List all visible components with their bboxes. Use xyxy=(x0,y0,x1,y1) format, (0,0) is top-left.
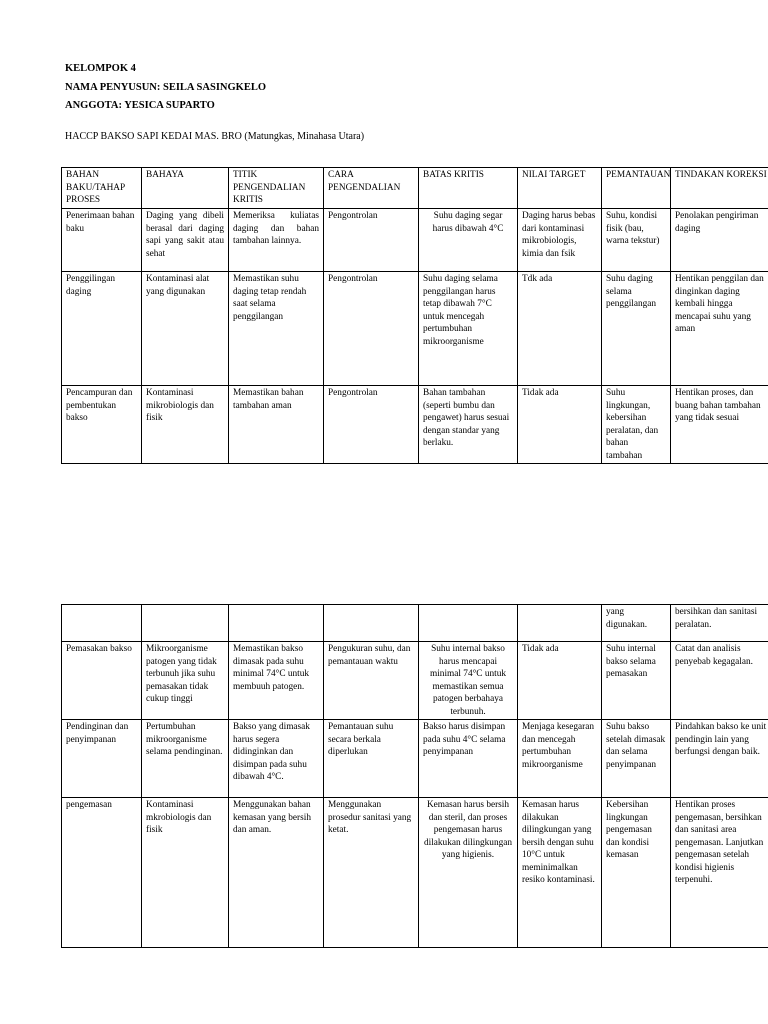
cell: Pendinginan dan penyimpanan xyxy=(62,720,142,798)
document-title: HACCP BAKSO SAPI KEDAI MAS. BRO (Matungkas, Minahasa Utara) xyxy=(65,131,365,142)
cell: Suhu, kondisi fisik (bau, warna tekstur) xyxy=(602,209,671,272)
haccp-table-page-1 xyxy=(61,167,768,464)
haccp-table-page-2 xyxy=(61,604,768,948)
table-row xyxy=(62,386,768,464)
cell: Suhu daging selama penggilangan harus tetap dibawah 7°C untuk mencegah pertumbuhan mikroorganisme xyxy=(419,272,518,386)
cell: Pemantauan suhu secara berkala diperlukan xyxy=(324,720,419,798)
cell: Tdk ada xyxy=(518,272,602,386)
cell: Bahan tambahan (seperti bumbu dan pengawet) harus sesuai dengan standar yang berlaku. xyxy=(419,386,518,464)
cell: Suhu internal bakso harus mencapai minimal 74°C untuk memastikan semua patogen berbahaya terbunuh. xyxy=(419,642,518,720)
table-row xyxy=(62,209,768,272)
cell: Kontaminasi mkrobiologis dan fisik xyxy=(142,798,229,948)
cell: Memastikan bahan tambahan aman xyxy=(229,386,324,464)
cell xyxy=(62,605,142,642)
cell: Memeriksa kuliatas daging dan bahan tambahan lainnya. xyxy=(229,209,324,272)
cell: Memastikan bakso dimasak pada suhu minimal 74°C untuk membuuh patogen. xyxy=(229,642,324,720)
cell: Suhu internal bakso selama pemasakan xyxy=(602,642,671,720)
cell: Tidak ada xyxy=(518,642,602,720)
cell: Hentikan proses, dan buang bahan tambahan yang tidak sesuai xyxy=(671,386,768,464)
cell: Penolakan pengiriman daging xyxy=(671,209,768,272)
cell: Daging yang dibeli berasal dari daging sapi yang sakit atau sehat xyxy=(142,209,229,272)
cell xyxy=(518,605,602,642)
cell: Bakso yang dimasak harus segera didinginkan dan disimpan pada suhu dibawah 4°C. xyxy=(229,720,324,798)
cell: Suhu daging segar harus dibawah 4°C xyxy=(419,209,518,272)
table-header-row xyxy=(62,168,768,209)
cell: Pemasakan bakso xyxy=(62,642,142,720)
cell: Tidak ada xyxy=(518,386,602,464)
cell: Penerimaan bahan baku xyxy=(62,209,142,272)
cell: Pindahkan bakso ke unit pendingin lain yang berfungsi dengan baik. xyxy=(671,720,768,798)
cell xyxy=(419,605,518,642)
table-row xyxy=(62,720,768,798)
header-batas-kritis: BATAS KRITIS xyxy=(419,168,518,209)
cell: Menjaga kesegaran dan mencegah pertumbuhan mikroorganisme xyxy=(518,720,602,798)
header-cara-pengendalian: CARA PENGENDALIAN xyxy=(324,168,419,209)
cell: Penggilingan daging xyxy=(62,272,142,386)
cell: Pengontrolan xyxy=(324,386,419,464)
member-name: ANGGOTA: YESICA SUPARTO xyxy=(65,100,215,111)
cell: Kemasan harus bersih dan steril, dan proses pengemasan harus dilakukan dilingkungan yang higienis. xyxy=(419,798,518,948)
cell: Pencampuran dan pembentukan bakso xyxy=(62,386,142,464)
cell: Bakso harus disimpan pada suhu 4°C selama penyimpanan xyxy=(419,720,518,798)
cell: Kontaminasi mikrobiologis dan fisik xyxy=(142,386,229,464)
cell: Pengontrolan xyxy=(324,209,419,272)
group-label: KELOMPOK 4 xyxy=(65,63,136,74)
cell: pengemasan xyxy=(62,798,142,948)
cell: Menggunakan bahan kemasan yang bersih dan aman. xyxy=(229,798,324,948)
author-name: NAMA PENYUSUN: SEILA SASINGKELO xyxy=(65,82,266,93)
cell: Memastikan suhu daging tetap rendah saat selama penggilangan xyxy=(229,272,324,386)
table-row xyxy=(62,798,768,948)
table-row xyxy=(62,272,768,386)
table-row xyxy=(62,642,768,720)
header-bahaya: BAHAYA xyxy=(142,168,229,209)
cell xyxy=(324,605,419,642)
cell: Kemasan harus dilakukan dilingkungan yang bersih dengan suhu 10°C untuk meminimalkan resiko kontaminasi. xyxy=(518,798,602,948)
table-row-continuation xyxy=(62,605,768,642)
cell: Daging harus bebas dari kontaminasi mikrobiologis, kimia dan fsik xyxy=(518,209,602,272)
cell: Kontaminasi alat yang digunakan xyxy=(142,272,229,386)
cell: Suhu bakso setelah dimasak dan selama penyimpanan xyxy=(602,720,671,798)
cell: Suhu lingkungan, kebersihan peralatan, dan bahan tambahan xyxy=(602,386,671,464)
cell: Hentikan penggilan dan dinginkan daging kembali hingga mencapai suhu yang aman xyxy=(671,272,768,386)
header-nilai-target: NILAI TARGET xyxy=(518,168,602,209)
header-titik-pengendalian-kritis: TITIK PENGENDALIAN KRITIS xyxy=(229,168,324,209)
cell: Pengontrolan xyxy=(324,272,419,386)
cell: Catat dan analisis penyebab kegagalan. xyxy=(671,642,768,720)
header-tindakan-koreksi: TINDAKAN KOREKSI xyxy=(671,168,768,209)
cell xyxy=(229,605,324,642)
cell: Hentikan proses pengemasan, bersihkan dan sanitasi area pengemasan. Lanjutkan pengemasan setelah kondisi higienis terpenuhi. xyxy=(671,798,768,948)
cell: Suhu daging selama penggilangan xyxy=(602,272,671,386)
cell: Mikroorganisme patogen yang tidak terbunuh jika suhu pemasakan tidak cukup tinggi xyxy=(142,642,229,720)
cell: Menggunakan prosedur sanitasi yang ketat. xyxy=(324,798,419,948)
header-bahan-baku: BAHAN BAKU/TAHAP PROSES xyxy=(62,168,142,209)
cell: Pengukuran suhu, dan pemantauan waktu xyxy=(324,642,419,720)
header-pemantauan: PEMANTAUAN xyxy=(602,168,671,209)
cell xyxy=(142,605,229,642)
cell: Kebersihan lingkungan pengemasan dan kondisi kemasan xyxy=(602,798,671,948)
cell: bersihkan dan sanitasi peralatan. xyxy=(671,605,768,642)
cell: Pertumbuhan mikroorganisme selama pendinginan. xyxy=(142,720,229,798)
cell: yang digunakan. xyxy=(602,605,671,642)
